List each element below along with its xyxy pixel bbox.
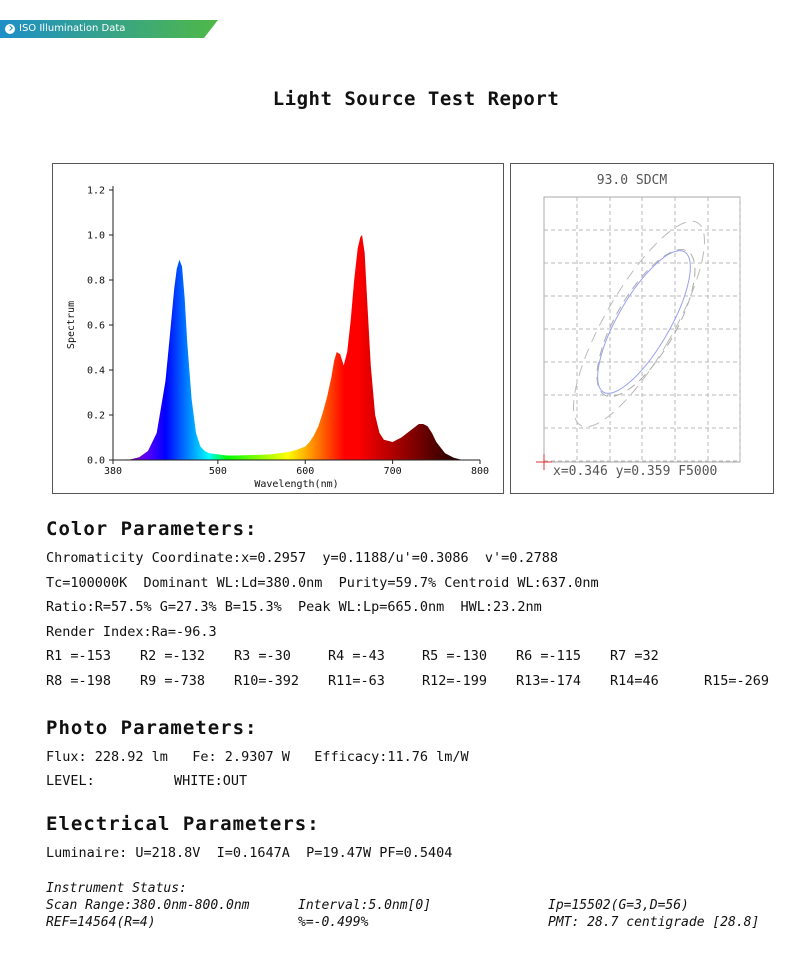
- scan-range: Scan Range:380.0nm-800.0nm: [46, 898, 250, 913]
- instrument-heading: Instrument Status:: [46, 881, 187, 896]
- spectrum-chart-panel: [52, 163, 504, 494]
- flux-line: Flux: 228.92 lm Fe: 2.9307 W Efficacy:11.76 lm/W: [46, 749, 469, 765]
- render-index-value: R13=-174: [516, 673, 582, 689]
- interval: Interval:5.0nm[0]: [298, 898, 432, 913]
- y-tick-label: 0.4: [86, 365, 105, 377]
- level-label: LEVEL:: [46, 773, 95, 789]
- spectrum-area: [113, 235, 480, 460]
- pmt-value: PMT: 28.7 centigrade [28.8]: [548, 915, 760, 930]
- y-tick-label: 1.2: [86, 185, 105, 197]
- render-index-value: R5 =-130: [422, 648, 488, 664]
- sdcm-title: 93.0 SDCM: [596, 173, 668, 188]
- ref-value: REF=14564(R=4): [46, 915, 156, 930]
- sdcm-chart-panel: [510, 163, 774, 494]
- x-tick-label: 380: [103, 466, 123, 477]
- render-index-value: R6 =-115: [516, 648, 582, 664]
- y-tick-label: 0.6: [86, 320, 105, 332]
- render-index-value: R15=-269: [704, 673, 770, 689]
- luminaire-line: Luminaire: U=218.8V I=0.1647A P=19.47W PF=0.5404: [46, 845, 453, 861]
- percent-value: %=-0.499%: [298, 915, 369, 930]
- render-index-value: R11=-63: [328, 673, 385, 689]
- render-index-value: R14=46: [610, 673, 659, 689]
- x-axis-label: Wavelength(nm): [254, 479, 339, 490]
- render-index-value: R12=-199: [422, 673, 488, 689]
- y-tick-label: 1.0: [86, 230, 105, 242]
- tc-line: Tc=100000K Dominant WL:Ld=380.0nm Purity=59.7% Centroid WL:637.0nm: [46, 575, 599, 591]
- render-index-value: R4 =-43: [328, 648, 385, 664]
- electrical-params-heading: Electrical Parameters:: [46, 813, 320, 835]
- level-value: WHITE:OUT: [174, 773, 248, 789]
- render-index-line: Render Index:Ra=-96.3: [46, 624, 217, 640]
- x-tick-label: 500: [208, 466, 227, 477]
- ratio-line: Ratio:R=57.5% G=27.3% B=15.3% Peak WL:Lp=665.0nm HWL:23.2nm: [46, 599, 542, 615]
- x-tick-label: 800: [470, 466, 490, 477]
- chromaticity-readout: x=0.346 y=0.359 F5000: [553, 464, 718, 479]
- render-index-value: R3 =-30: [234, 648, 291, 664]
- y-tick-label: 0.0: [86, 455, 105, 467]
- chevron-right-icon: [5, 24, 15, 34]
- render-index-value: R8 =-198: [46, 673, 112, 689]
- report-title: Light Source Test Report: [272, 88, 560, 110]
- x-tick-label: 600: [296, 466, 315, 477]
- y-tick-label: 0.8: [86, 275, 105, 287]
- render-index-value: R1 =-153: [46, 648, 112, 664]
- render-index-value: R2 =-132: [140, 648, 206, 664]
- x-tick-label: 700: [383, 466, 402, 477]
- render-index-value: R9 =-738: [140, 673, 206, 689]
- header-banner: [0, 20, 218, 38]
- sdcm-chart: [511, 164, 773, 493]
- spectrum-chart: [53, 164, 503, 493]
- y-tick-label: 0.2: [86, 410, 105, 422]
- y-axis-label: Spectrum: [66, 300, 77, 350]
- render-index-value: R7 =32: [610, 648, 659, 664]
- color-params-heading: Color Parameters:: [46, 518, 258, 540]
- ip-value: Ip=15502(G=3,D=56): [548, 898, 689, 913]
- chromaticity-line: Chromaticity Coordinate:x=0.2957 y=0.1188/u'=0.3086 v'=0.2788: [46, 550, 559, 566]
- render-index-value: R10=-392: [234, 673, 300, 689]
- banner-title: ISO Illumination Data: [19, 23, 126, 34]
- photo-params-heading: Photo Parameters:: [46, 717, 258, 739]
